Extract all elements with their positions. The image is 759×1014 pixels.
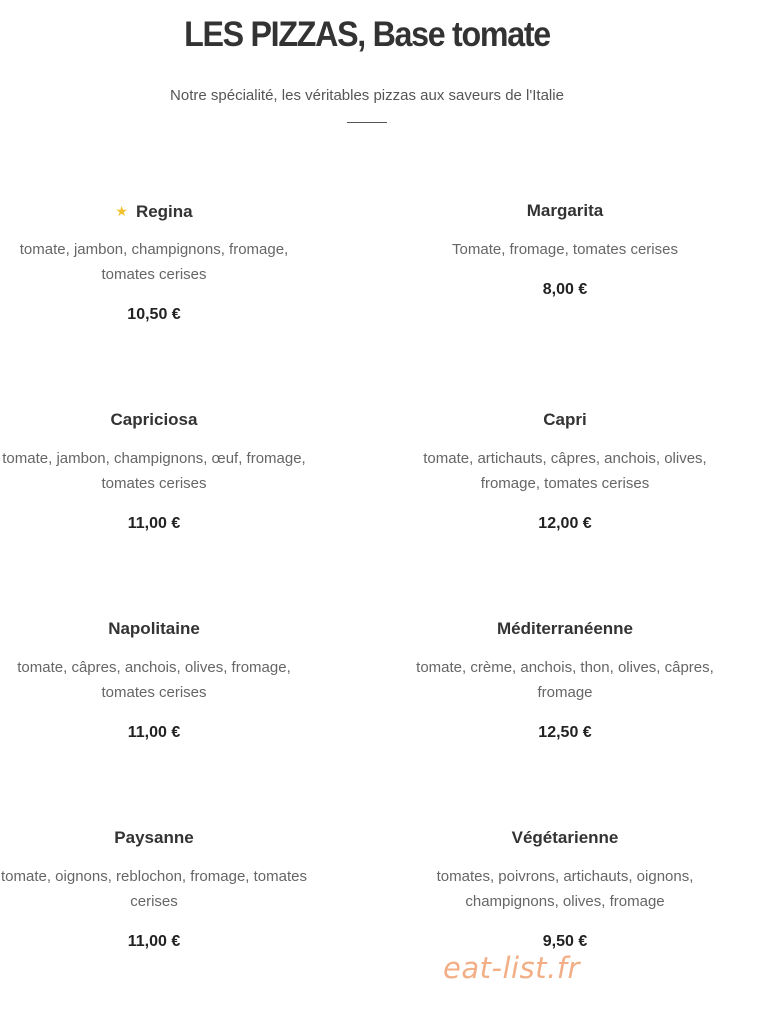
menu-item-description: Tomate, fromage, tomates cerises [452,241,678,258]
menu-item-mediterraneenne [405,618,725,743]
star-icon: ★ [115,203,128,219]
menu-item-price: 9,50 € [542,933,588,950]
menu-item-description: tomate, jambon, champignons, fromage, tomates cerises [19,241,289,283]
menu-item-vegetarienne [405,827,725,952]
menu-item-margarita [405,200,725,300]
menu-item-paysanne [0,827,314,952]
watermark-logo: eat-list.fr [443,951,580,985]
menu-item-name [0,200,314,222]
title-divider [347,122,387,123]
menu-item-description: tomates, poivrons, artichauts, oignons, champignons, olives, fromage [436,868,694,910]
menu-item-price: 11,00 € [127,515,181,532]
menu-item-description: tomate, artichauts, câpres, anchois, olives, fromage, tomates cerises [423,450,707,492]
menu-item-price: 12,50 € [538,724,592,741]
menu-item-description: tomate, jambon, champignons, œuf, fromage, tomates cerises [2,450,306,492]
menu-item-description: tomate, câpres, anchois, olives, fromage, tomates cerises [17,659,291,701]
menu-item-capriciosa [0,409,314,534]
page-subtitle: Notre spécialité, les véritables pizzas aux saveurs de l'Italie [170,87,564,104]
menu-item-name: Capriciosa [110,410,198,429]
menu-item-name: Paysanne [114,828,194,847]
menu-item-regina [0,200,314,325]
menu-item-name: Méditerranéenne [496,619,634,638]
menu-item-capri [405,409,725,534]
menu-item-price: 11,00 € [127,933,181,950]
menu-item-name: Napolitaine [108,619,200,638]
menu-item-description: tomate, oignons, reblochon, fromage, tomates cerises [0,868,307,910]
menu-item-name: Végétarienne [511,828,619,847]
menu-item-napolitaine [0,618,314,743]
menu-item-name: Margarita [526,201,604,220]
menu-item-price: 10,50 € [127,306,181,323]
menu-item-price: 8,00 € [542,281,588,298]
menu-item-name: Capri [543,410,587,429]
page-title: LES PIZZAS, Base tomate [184,15,550,54]
menu-item-name-label: Regina [135,202,193,221]
menu-item-price: 11,00 € [127,724,181,741]
menu-item-price: 12,00 € [538,515,592,532]
menu-item-description: tomate, crème, anchois, thon, olives, câpres, fromage [416,659,714,701]
